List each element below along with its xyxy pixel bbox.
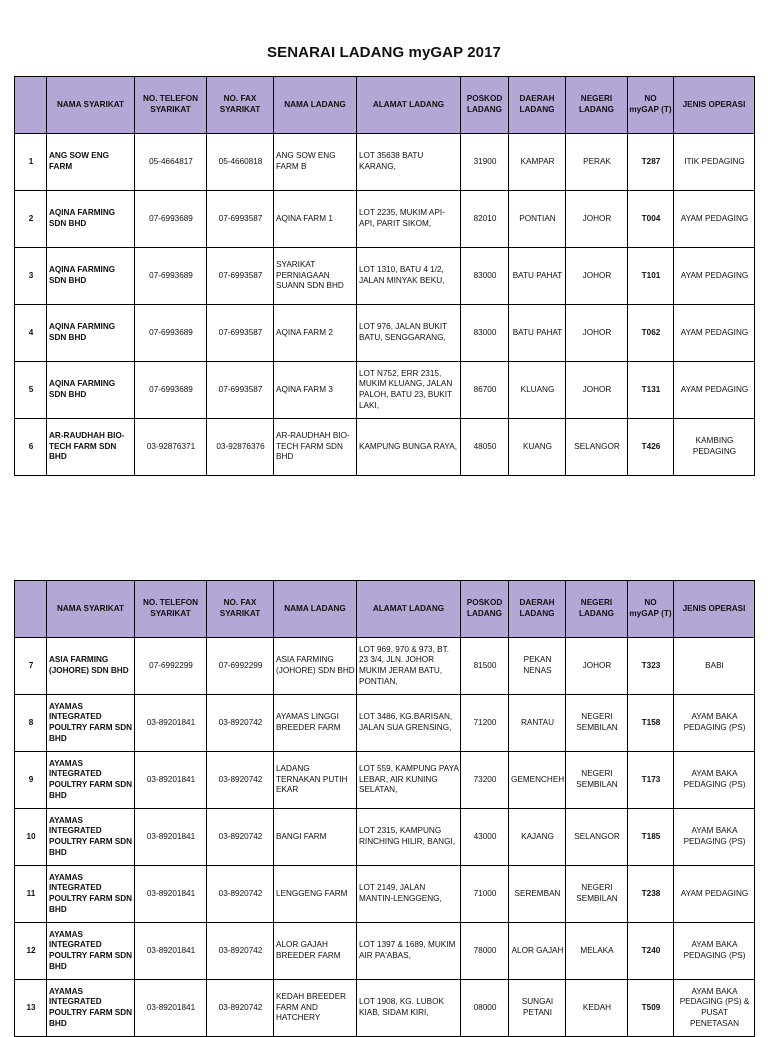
mygap-number-cell: T101 [628,248,674,305]
table-row [15,923,755,980]
company-phone-cell: 07-6993689 [135,191,207,248]
farm-state-cell: NEGERI SEMBILAN [566,866,628,923]
company-phone-cell: 03-89201841 [135,695,207,752]
row-number-cell: 7 [15,638,47,695]
column-header-farm-name: NAMA LADANG [274,77,357,134]
company-name-cell: AYAMAS INTEGRATED POULTRY FARM SDN BHD [47,866,135,923]
company-phone-cell: 07-6993689 [135,248,207,305]
company-phone-cell: 03-92876371 [135,419,207,476]
table-row [15,419,755,476]
mygap-number-cell: T158 [628,695,674,752]
table-row [15,362,755,419]
farm-postcode-cell: 82010 [461,191,509,248]
farm-state-cell: JOHOR [566,638,628,695]
farm-table [14,580,755,1037]
operation-type-cell: AYAM BAKA PEDAGING (PS) [674,809,755,866]
farm-name-cell: LENGGENG FARM [274,866,357,923]
company-name-cell: ANG SOW ENG FARM [47,134,135,191]
column-header-farm-postcode: POSKOD LADANG [461,581,509,638]
column-header-mygap-number: NO myGAP (T) [628,77,674,134]
column-header-farm-district: DAERAH LADANG [509,77,566,134]
farm-address-cell: LOT 1908, KG. LUBOK KIAB, SIDAM KIRI, [357,980,461,1037]
farm-state-cell: JOHOR [566,248,628,305]
column-header-farm-district: DAERAH LADANG [509,581,566,638]
farm-name-cell: ANG SOW ENG FARM B [274,134,357,191]
farm-state-cell: NEGERI SEMBILAN [566,695,628,752]
farm-address-cell: LOT 559, KAMPUNG PAYA LEBAR, AIR KUNING SELATAN, [357,752,461,809]
farm-state-cell: SELANGOR [566,809,628,866]
company-fax-cell: 03-8920742 [207,752,274,809]
company-fax-cell: 07-6993587 [207,305,274,362]
farm-district-cell: KAMPAR [509,134,566,191]
company-fax-cell: 03-8920742 [207,809,274,866]
column-header-company-fax: NO. FAX SYARIKAT [207,77,274,134]
farm-district-cell: SUNGAI PETANI [509,980,566,1037]
operation-type-cell: AYAM PEDAGING [674,362,755,419]
mygap-number-cell: T323 [628,638,674,695]
farm-state-cell: JOHOR [566,191,628,248]
company-name-cell: ASIA FARMING (JOHORE) SDN BHD [47,638,135,695]
column-header-row-number [15,581,47,638]
row-number-cell: 3 [15,248,47,305]
farm-district-cell: BATU PAHAT [509,305,566,362]
mygap-number-cell: T004 [628,191,674,248]
operation-type-cell: AYAM BAKA PEDAGING (PS) [674,923,755,980]
farm-state-cell: JOHOR [566,362,628,419]
farm-name-cell: SYARIKAT PERNIAGAAN SUANN SDN BHD [274,248,357,305]
company-name-cell: AQINA FARMING SDN BHD [47,305,135,362]
farm-district-cell: GEMENCHEH [509,752,566,809]
mygap-number-cell: T287 [628,134,674,191]
table-row [15,638,755,695]
farm-district-cell: ALOR GAJAH [509,923,566,980]
table-row [15,695,755,752]
farm-postcode-cell: 48050 [461,419,509,476]
farm-postcode-cell: 08000 [461,980,509,1037]
farm-postcode-cell: 83000 [461,248,509,305]
column-header-farm-name: NAMA LADANG [274,581,357,638]
farm-name-cell: BANGI FARM [274,809,357,866]
company-phone-cell: 07-6993689 [135,362,207,419]
company-phone-cell: 05-4664817 [135,134,207,191]
farm-state-cell: PERAK [566,134,628,191]
column-header-company-name: NAMA SYARIKAT [47,581,135,638]
company-phone-cell: 03-89201841 [135,866,207,923]
farm-district-cell: PEKAN NENAS [509,638,566,695]
row-number-cell: 11 [15,866,47,923]
farm-address-cell: LOT 2315, KAMPUNG RINCHING HILIR, BANGI, [357,809,461,866]
company-name-cell: AYAMAS INTEGRATED POULTRY FARM SDN BHD [47,923,135,980]
farm-name-cell: AYAMAS LINGGI BREEDER FARM [274,695,357,752]
row-number-cell: 1 [15,134,47,191]
farm-name-cell: AQINA FARM 1 [274,191,357,248]
farm-postcode-cell: 71200 [461,695,509,752]
company-fax-cell: 03-8920742 [207,923,274,980]
mygap-number-cell: T131 [628,362,674,419]
company-fax-cell: 05-4660818 [207,134,274,191]
farm-address-cell: LOT 2149, JALAN MANTIN-LENGGENG, [357,866,461,923]
company-name-cell: AQINA FARMING SDN BHD [47,248,135,305]
company-name-cell: AQINA FARMING SDN BHD [47,362,135,419]
mygap-number-cell: T185 [628,809,674,866]
company-fax-cell: 03-8920742 [207,695,274,752]
farm-state-cell: SELANGOR [566,419,628,476]
farm-postcode-cell: 86700 [461,362,509,419]
farm-district-cell: KUANG [509,419,566,476]
row-number-cell: 8 [15,695,47,752]
farm-name-cell: AQINA FARM 3 [274,362,357,419]
operation-type-cell: AYAM BAKA PEDAGING (PS) [674,752,755,809]
company-fax-cell: 03-8920742 [207,980,274,1037]
mygap-number-cell: T509 [628,980,674,1037]
company-fax-cell: 03-92876376 [207,419,274,476]
farm-state-cell: KEDAH [566,980,628,1037]
company-phone-cell: 03-89201841 [135,752,207,809]
company-name-cell: AYAMAS INTEGRATED POULTRY FARM SDN BHD [47,752,135,809]
table-row [15,305,755,362]
column-header-company-name: NAMA SYARIKAT [47,77,135,134]
column-header-farm-state: NEGERI LADANG [566,581,628,638]
mygap-number-cell: T173 [628,752,674,809]
farm-district-cell: RANTAU [509,695,566,752]
operation-type-cell: AYAM BAKA PEDAGING (PS) [674,695,755,752]
operation-type-cell: ITIK PEDAGING [674,134,755,191]
farm-state-cell: NEGERI SEMBILAN [566,752,628,809]
company-phone-cell: 03-89201841 [135,923,207,980]
farm-address-cell: LOT 1397 & 1689, MUKIM AIR PA'ABAS, [357,923,461,980]
farm-address-cell: LOT 2235, MUKIM API-API, PARIT SIKOM, [357,191,461,248]
farm-address-cell: LOT 3486, KG.BARISAN, JALAN SUA GRENSING, [357,695,461,752]
farm-district-cell: BATU PAHAT [509,248,566,305]
farm-address-cell: LOT 1310, BATU 4 1/2, JALAN MINYAK BEKU, [357,248,461,305]
table-row [15,809,755,866]
farm-postcode-cell: 81500 [461,638,509,695]
column-header-row-number [15,77,47,134]
row-number-cell: 5 [15,362,47,419]
operation-type-cell: AYAM PEDAGING [674,248,755,305]
column-header-company-phone: NO. TELEFON SYARIKAT [135,77,207,134]
operation-type-cell: AYAM PEDAGING [674,866,755,923]
mygap-number-cell: T426 [628,419,674,476]
mygap-number-cell: T240 [628,923,674,980]
company-phone-cell: 07-6992299 [135,638,207,695]
column-header-operation-type: JENIS OPERASI [674,77,755,134]
farm-postcode-cell: 31900 [461,134,509,191]
farm-name-cell: AQINA FARM 2 [274,305,357,362]
table-row [15,866,755,923]
page-title: SENARAI LADANG myGAP 2017 [267,44,501,61]
operation-type-cell: BABI [674,638,755,695]
farm-address-cell: KAMPUNG BUNGA RAYA, [357,419,461,476]
farm-name-cell: KEDAH BREEDER FARM AND HATCHERY [274,980,357,1037]
row-number-cell: 2 [15,191,47,248]
table-row [15,248,755,305]
farm-district-cell: PONTIAN [509,191,566,248]
operation-type-cell: AYAM BAKA PEDAGING (PS) & PUSAT PENETASAN [674,980,755,1037]
mygap-number-cell: T238 [628,866,674,923]
column-header-farm-state: NEGERI LADANG [566,77,628,134]
column-header-farm-address: ALAMAT LADANG [357,77,461,134]
farm-district-cell: KLUANG [509,362,566,419]
farm-name-cell: LADANG TERNAKAN PUTIH EKAR [274,752,357,809]
row-number-cell: 10 [15,809,47,866]
row-number-cell: 13 [15,980,47,1037]
column-header-company-fax: NO. FAX SYARIKAT [207,581,274,638]
farm-postcode-cell: 83000 [461,305,509,362]
company-fax-cell: 07-6993587 [207,248,274,305]
table-header-row [15,77,755,134]
farm-state-cell: MELAKA [566,923,628,980]
row-number-cell: 6 [15,419,47,476]
farm-district-cell: KAJANG [509,809,566,866]
farm-postcode-cell: 78000 [461,923,509,980]
company-name-cell: AYAMAS INTEGRATED POULTRY FARM SDN BHD [47,809,135,866]
farm-name-cell: ALOR GAJAH BREEDER FARM [274,923,357,980]
company-phone-cell: 07-6993689 [135,305,207,362]
column-header-company-phone: NO. TELEFON SYARIKAT [135,581,207,638]
company-fax-cell: 07-6993587 [207,362,274,419]
farm-district-cell: SEREMBAN [509,866,566,923]
table-header-row [15,581,755,638]
company-fax-cell: 07-6992299 [207,638,274,695]
farm-address-cell: LOT 969, 970 & 973, BT. 23 3/4, JLN. JOHOR MUKIM JERAM BATU, PONTIAN, [357,638,461,695]
company-fax-cell: 03-8920742 [207,866,274,923]
farm-postcode-cell: 71000 [461,866,509,923]
mygap-number-cell: T062 [628,305,674,362]
column-header-farm-address: ALAMAT LADANG [357,581,461,638]
company-name-cell: AR-RAUDHAH BIO-TECH FARM SDN BHD [47,419,135,476]
farm-postcode-cell: 43000 [461,809,509,866]
farm-name-cell: AR-RAUDHAH BIO-TECH FARM SDN BHD [274,419,357,476]
operation-type-cell: KAMBING PEDAGING [674,419,755,476]
farm-address-cell: LOT 35638 BATU KARANG, [357,134,461,191]
column-header-farm-postcode: POSKOD LADANG [461,77,509,134]
table-row [15,134,755,191]
column-header-operation-type: JENIS OPERASI [674,581,755,638]
row-number-cell: 9 [15,752,47,809]
table-row [15,752,755,809]
farm-address-cell: LOT 976, JALAN BUKIT BATU, SENGGARANG, [357,305,461,362]
row-number-cell: 4 [15,305,47,362]
farm-address-cell: LOT N752, ERR 2315, MUKIM KLUANG, JALAN PALOH, BATU 23, BUKIT LAKI, [357,362,461,419]
farm-name-cell: ASIA FARMING (JOHORE) SDN BHD [274,638,357,695]
farm-postcode-cell: 73200 [461,752,509,809]
company-phone-cell: 03-89201841 [135,809,207,866]
company-name-cell: AQINA FARMING SDN BHD [47,191,135,248]
company-name-cell: AYAMAS INTEGRATED POULTRY FARM SDN BHD [47,980,135,1037]
row-number-cell: 12 [15,923,47,980]
company-phone-cell: 03-89201841 [135,980,207,1037]
table-row [15,980,755,1037]
column-header-mygap-number: NO myGAP (T) [628,581,674,638]
operation-type-cell: AYAM PEDAGING [674,305,755,362]
company-name-cell: AYAMAS INTEGRATED POULTRY FARM SDN BHD [47,695,135,752]
operation-type-cell: AYAM PEDAGING [674,191,755,248]
table-row [15,191,755,248]
company-fax-cell: 07-6993587 [207,191,274,248]
farm-state-cell: JOHOR [566,305,628,362]
farm-table [14,76,755,476]
